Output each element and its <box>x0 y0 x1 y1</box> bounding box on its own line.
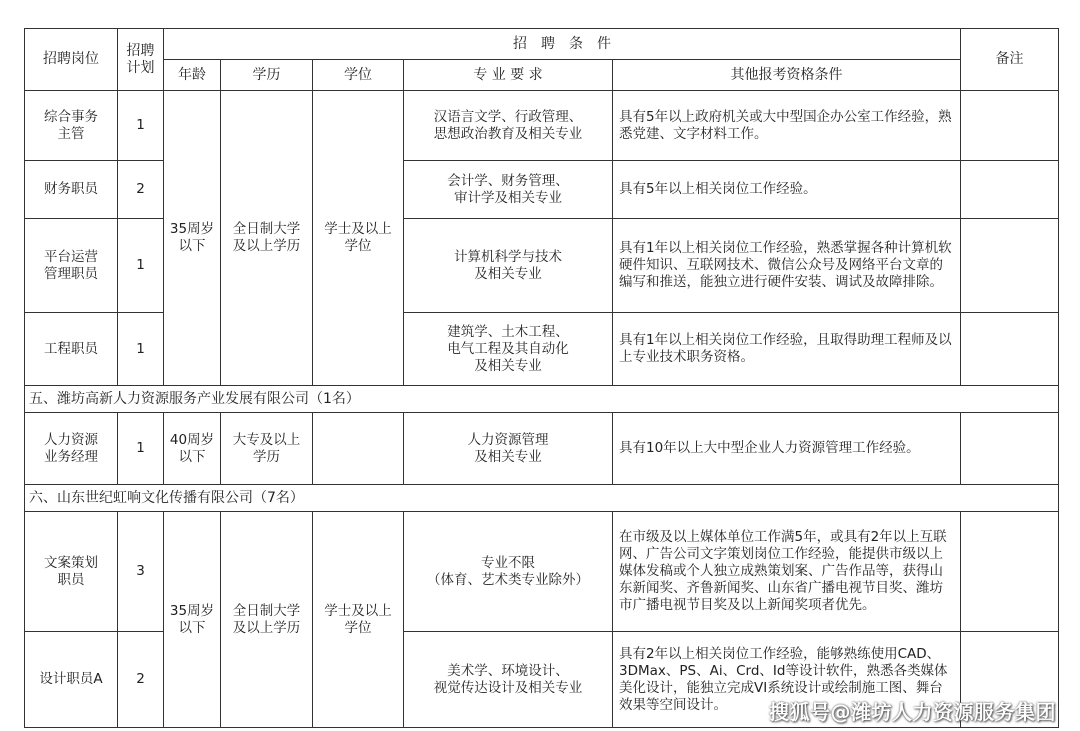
section-row <box>25 386 1059 413</box>
position-cell: 设计职员A <box>25 632 118 728</box>
header-major: 专 业 要 求 <box>404 60 613 91</box>
plan-cell: 2 <box>118 632 164 728</box>
other-requirements-cell: 具有5年以上相关岗位工作经验。 <box>613 161 961 219</box>
degree-cell <box>313 413 404 485</box>
header-position: 招聘岗位 <box>25 29 118 91</box>
remarks-cell <box>961 91 1059 161</box>
other-requirements-cell: 具有10年以上大中型企业人力资源管理工作经验。 <box>613 413 961 485</box>
position-cell: 财务职员 <box>25 161 118 219</box>
position-cell: 人力资源 业务经理 <box>25 413 118 485</box>
major-cell: 专业不限 （体育、艺术类专业除外） <box>404 512 613 632</box>
education-cell: 大专及以上 学历 <box>221 413 313 485</box>
major-cell: 汉语言文学、行政管理、 思想政治教育及相关专业 <box>404 91 613 161</box>
header-education: 学历 <box>221 60 313 91</box>
other-requirements-cell: 具有2年以上相关岗位工作经验，能够熟练使用CAD、3DMax、PS、Ai、Crd、Id等设计软件，熟悉各类媒体美化设计，能独立完成VI系统设计或绘制施工图、舞台效果等空间设计。 <box>613 632 961 728</box>
position-cell: 工程职员 <box>25 313 118 386</box>
other-requirements-cell: 具有5年以上政府机关或大中型国企办公室工作经验，熟悉党建、文字材料工作。 <box>613 91 961 161</box>
plan-cell: 3 <box>118 512 164 632</box>
major-cell: 会计学、财务管理、 审计学及相关专业 <box>404 161 613 219</box>
remarks-cell <box>961 413 1059 485</box>
section-row <box>25 485 1059 512</box>
header-conditions: 招 聘 条 件 <box>164 29 961 60</box>
position-cell: 文案策划 职员 <box>25 512 118 632</box>
remarks-cell <box>961 219 1059 313</box>
major-cell: 计算机科学与技术 及相关专业 <box>404 219 613 313</box>
plan-cell: 1 <box>118 91 164 161</box>
table-row <box>25 91 1059 161</box>
plan-cell: 1 <box>118 313 164 386</box>
plan-cell: 2 <box>118 161 164 219</box>
remarks-cell <box>961 161 1059 219</box>
table-row <box>25 413 1059 485</box>
header-age: 年龄 <box>164 60 221 91</box>
section-title: 五、潍坊高新人力资源服务产业发展有限公司（1名） <box>25 386 1059 413</box>
position-cell: 平台运营 管理职员 <box>25 219 118 313</box>
position-cell: 综合事务 主管 <box>25 91 118 161</box>
major-cell: 人力资源管理 及相关专业 <box>404 413 613 485</box>
remarks-cell <box>961 512 1059 632</box>
age-cell: 35周岁 以下 <box>164 512 221 728</box>
other-requirements-cell: 具有1年以上相关岗位工作经验，熟悉掌握各种计算机软硬件知识、互联网技术、微信公众号及网络平台文章的编写和推送，能独立进行硬件安装、调试及故障排除。 <box>613 219 961 313</box>
education-cell: 全日制大学 及以上学历 <box>221 512 313 728</box>
header-other: 其他报考资格条件 <box>613 60 961 91</box>
other-requirements-cell: 在市级及以上媒体单位工作满5年，或具有2年以上互联网、广告公司文字策划岗位工作经验，能提供市级以上媒体发稿或个人独立成熟策划案、广告作品等，获得山东新闻奖、齐鲁新闻奖、山东省广播电视节目奖、潍坊市广播电视节目奖及以上新闻奖项者优先。 <box>613 512 961 632</box>
age-cell: 35周岁 以下 <box>164 91 221 386</box>
degree-cell: 学士及以上 学位 <box>313 91 404 386</box>
education-cell: 全日制大学 及以上学历 <box>221 91 313 386</box>
degree-cell: 学士及以上 学位 <box>313 512 404 728</box>
plan-cell: 1 <box>118 413 164 485</box>
plan-cell: 1 <box>118 219 164 313</box>
header-degree: 学位 <box>313 60 404 91</box>
header-remarks: 备注 <box>961 29 1059 91</box>
watermark: 搜狐号@潍坊人力资源服务集团 <box>769 700 1056 724</box>
header-plan: 招聘 计划 <box>118 29 164 91</box>
other-requirements-cell: 具有1年以上相关岗位工作经验，且取得助理工程师及以上专业技术职务资格。 <box>613 313 961 386</box>
age-cell: 40周岁 以下 <box>164 413 221 485</box>
table-row <box>25 512 1059 632</box>
recruitment-table <box>24 28 1059 728</box>
section-title: 六、山东世纪虹响文化传播有限公司（7名） <box>25 485 1059 512</box>
major-cell: 建筑学、土木工程、 电气工程及其自动化 及相关专业 <box>404 313 613 386</box>
remarks-cell <box>961 313 1059 386</box>
major-cell: 美术学、环境设计、 视觉传达设计及相关专业 <box>404 632 613 728</box>
